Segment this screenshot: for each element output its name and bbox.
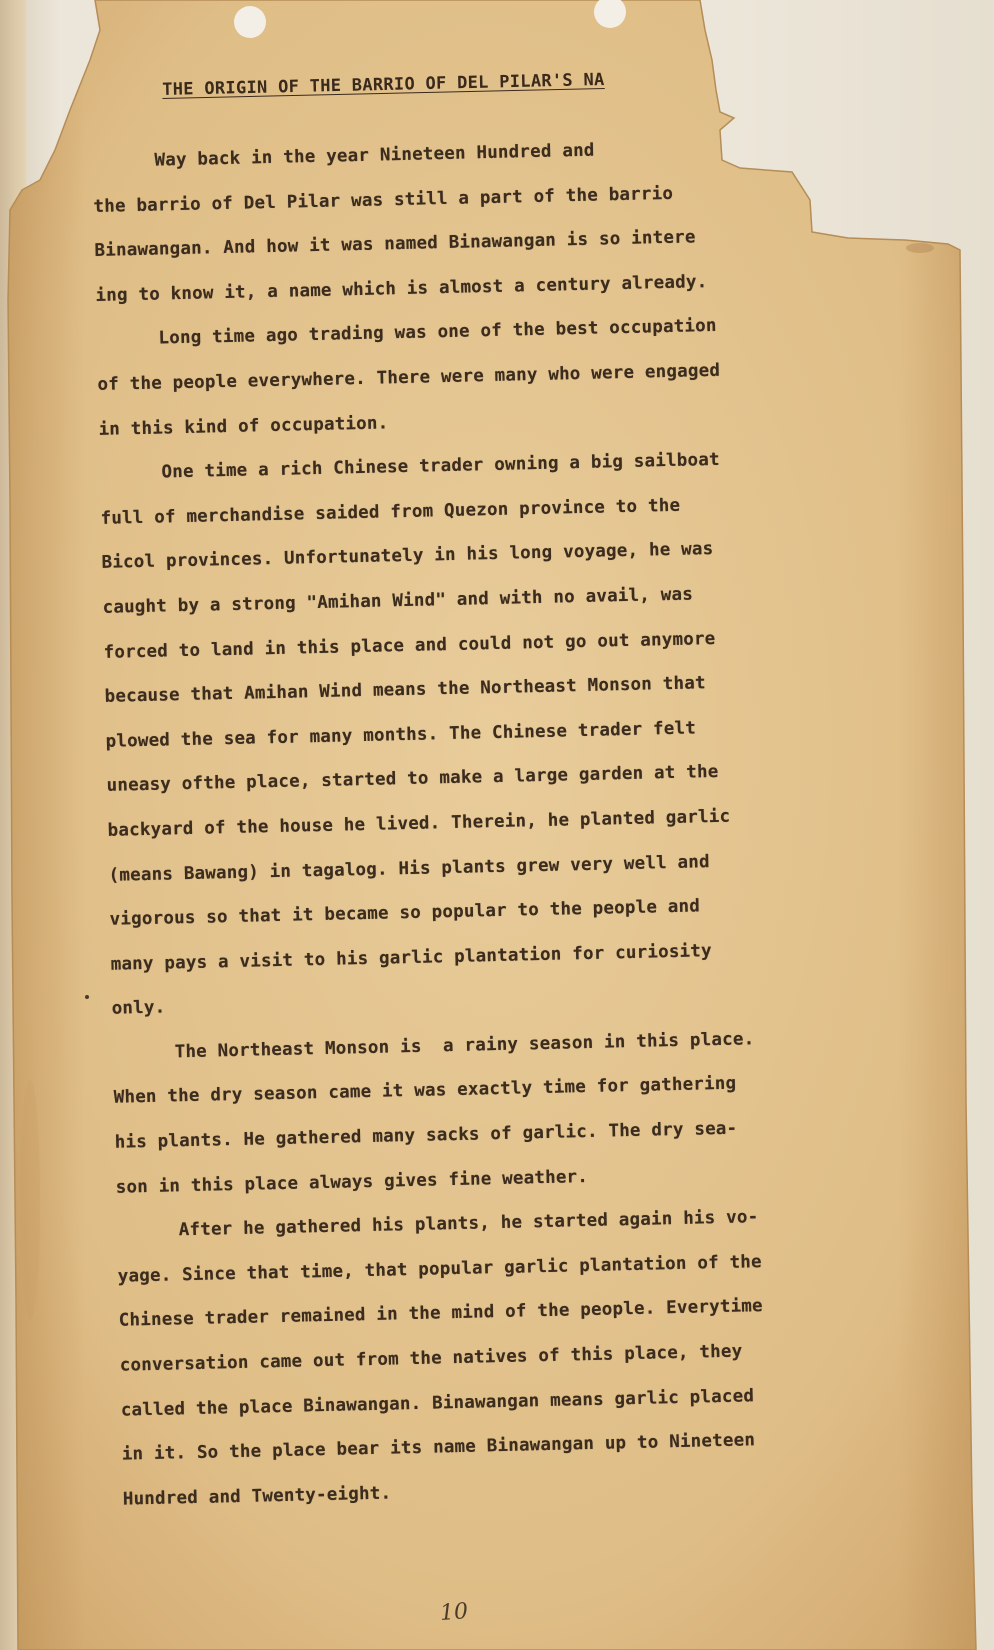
text-line: only.	[111, 997, 166, 1020]
text-line: plowed the sea for many months. The Chinese trader felt	[105, 718, 697, 752]
text-line: Chinese trader remained in the mind of the people. Everytime	[118, 1296, 764, 1332]
text-line: Bicol provinces. Unfortunately in his long voyage, he was	[101, 539, 714, 574]
text-line: The Northeast Monson is a rainy season in this place.	[174, 1029, 755, 1063]
text-line: Way back in the year Nineteen Hundred and	[154, 140, 595, 171]
text-line: yage. Since that time, that popular garlic plantation of the	[117, 1251, 763, 1287]
text-line: son in this place always gives fine weather.	[115, 1166, 589, 1198]
text-line: conversation came out from the natives of this place, they	[119, 1341, 743, 1376]
text-line: called the place Binawangan. Binawangan means garlic placed	[120, 1385, 755, 1421]
text-line: full of merchandise saided from Quezon province to the	[100, 495, 681, 529]
text-line: forced to land in this place and could not go out anymore	[103, 628, 716, 663]
text-line: After he gathered his plants, he started again his vo-	[178, 1207, 759, 1241]
text-line: One time a rich Chinese trader owning a big sailboat	[161, 450, 720, 483]
text-line: uneasy ofthe place, started to make a large garden at the	[106, 762, 719, 797]
text-line: caught by a strong "Amihan Wind" and with no avail, was	[102, 584, 694, 618]
text-line: (means Bawang) in tagalog. His plants grew very well and	[108, 851, 710, 886]
text-line: his plants. He gathered many sacks of garlic. The dry sea-	[114, 1118, 738, 1153]
text-line: of the people everywhere. There were many who were engaged	[97, 360, 721, 395]
text-line: in it. So the place bear its name Binawangan up to Nineteen	[121, 1430, 756, 1465]
document-title: THE ORIGIN OF THE BARRIO OF DEL PILAR'S NA	[162, 69, 605, 100]
text-line: Long time ago trading was one of the best occupation	[158, 316, 717, 349]
punch-hole-left	[234, 6, 266, 38]
ink-dot	[85, 995, 89, 999]
text-line: because that Amihan Wind means the Northeast Monson that	[104, 673, 706, 707]
text-line: backyard of the house he lived. Therein, he planted garlic	[107, 806, 731, 841]
text-line: ing to know it, a name which is almost a century already.	[95, 271, 708, 306]
text-line: the barrio of Del Pilar was still a part of the barrio	[93, 183, 674, 217]
page-number: 10	[439, 1599, 469, 1626]
text-line: When the dry season came it was exactly time for gathering	[113, 1074, 737, 1109]
text-line: vigorous so that it became so popular to the people and	[109, 896, 701, 930]
document-body	[92, 121, 943, 1522]
text-line: many pays a visit to his garlic plantation for curiosity	[110, 940, 713, 975]
text-line: in this kind of occupation.	[98, 412, 389, 440]
text-line: Binawangan. And how it was named Binawangan is so intere	[94, 227, 696, 262]
text-line: Hundred and Twenty-eight.	[122, 1483, 392, 1510]
